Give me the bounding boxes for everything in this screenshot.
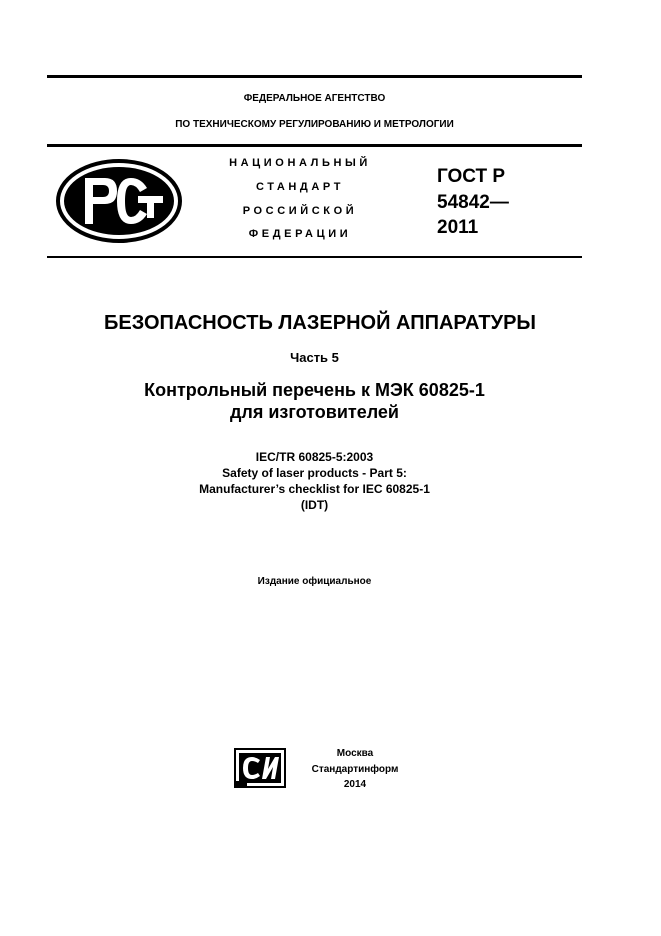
- header-rule-upper: [47, 144, 582, 147]
- national-line-4: ФЕДЕРАЦИИ: [248, 228, 352, 240]
- edition-note: Издание официальное: [257, 576, 372, 587]
- document-title: БЕЗОПАСНОСТЬ ЛАЗЕРНОЙ АППАРАТУРЫ: [104, 312, 536, 334]
- top-rule: [47, 75, 582, 78]
- iec-title-1: Safety of laser products - Part 5:: [222, 466, 407, 480]
- header-rule-lower: [47, 256, 582, 258]
- rst-logo-icon: [55, 158, 183, 244]
- iec-idt: (IDT): [300, 498, 329, 512]
- publisher-city: Москва: [336, 748, 374, 759]
- gost-line-1: ГОСТ Р: [437, 166, 506, 187]
- gost-line-2: 54842—: [437, 192, 509, 213]
- publisher-year: 2014: [343, 779, 367, 790]
- gost-line-3: 2011: [437, 217, 479, 238]
- national-line-3: РОССИЙСКОЙ: [242, 205, 358, 217]
- iec-reference: IEC/TR 60825-5:2003: [255, 450, 374, 464]
- document-part: Часть 5: [290, 350, 339, 365]
- agency-line-2: ПО ТЕХНИЧЕСКОМУ РЕГУЛИРОВАНИЮ И МЕТРОЛОГИИ: [175, 119, 454, 130]
- publisher-name: Стандартинформ: [311, 764, 399, 775]
- national-line-2: СТАНДАРТ: [255, 181, 345, 193]
- agency-line-1: ФЕДЕРАЛЬНОЕ АГЕНТСТВО: [243, 93, 386, 104]
- publisher-logo: [234, 748, 286, 788]
- document-subtitle-2: для изготовителей: [230, 402, 399, 422]
- iec-title-2: Manufacturer’s checklist for IEC 60825-1: [199, 482, 430, 496]
- national-line-1: НАЦИОНАЛЬНЫЙ: [229, 157, 371, 169]
- document-subtitle-1: Контрольный перечень к МЭК 60825-1: [144, 380, 485, 400]
- standartinform-logo-icon: [234, 748, 286, 788]
- rst-logo: [55, 158, 183, 244]
